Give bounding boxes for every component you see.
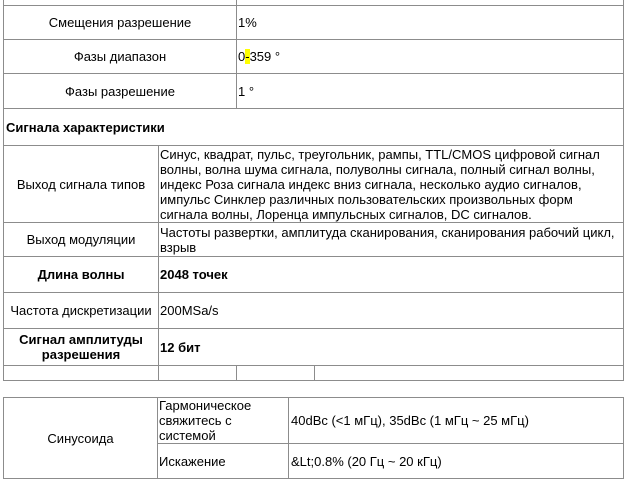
row-amplitude-resolution-value: 12 бит — [160, 339, 201, 355]
row-amplitude-resolution-label: Сигнал амплитуды разрешения — [19, 332, 143, 362]
sine-group-label: Синусоида — [47, 430, 114, 446]
row-offset-resolution-label: Смещения разрешение — [48, 15, 192, 30]
row-wavelength-value: 2048 точек — [160, 267, 228, 282]
distortion-value: &Lt;0.8% (20 Гц ~ 20 кГц) — [291, 453, 442, 469]
row-phase-resolution-label: Фазы разрешение — [65, 83, 175, 99]
row-sample-rate-value: 200MSa/s — [160, 303, 219, 318]
distortion-label: Искажение — [159, 453, 226, 469]
row-phase-range-label: Фазы диапазон — [73, 49, 167, 64]
row-wavelength-label: Длина волны — [37, 267, 125, 282]
row-phase-resolution-value: 1 ° — [238, 83, 255, 99]
row-output-types-value: Синус, квадрат, пульс, треугольник, рампы, TTL/CMOS цифровой сигнал волны, волна шума сигнала, полуволны сигнала, полный сигнал волны, индекс Роза сигнала индекс вниз сигнала, несколько аудио сигналов, импульс Синклер различных пользовательских произвольных форм сигнала волны, Лоренца импульсных сигналов, DC сигналов. — [160, 146, 600, 222]
phase-range-start: 0 — [238, 49, 246, 64]
phase-range-end: 359 ° — [249, 49, 281, 64]
row-offset-resolution-value: 1% — [238, 15, 257, 30]
row-modulation-label: Выход модуляции — [26, 232, 136, 247]
row-modulation-value: Частоты развертки, амплитуда сканирования, сканирования рабочий цикл, взрыв — [160, 224, 615, 255]
section-header-signal-characteristics: Сигнала характеристики — [6, 119, 165, 135]
row-output-types-label: Выход сигнала типов — [16, 176, 146, 192]
harmonic-label: Гармоническое свяжитесь с системой — [159, 398, 252, 443]
search-highlight: - — [245, 49, 250, 64]
row-sample-rate-label: Частота дискретизации — [10, 303, 152, 318]
row-phase-range-value — [238, 40, 618, 73]
harmonic-value: 40dBc (<1 мГц), 35dBc (1 мГц ~ 25 мГц) — [291, 413, 529, 428]
